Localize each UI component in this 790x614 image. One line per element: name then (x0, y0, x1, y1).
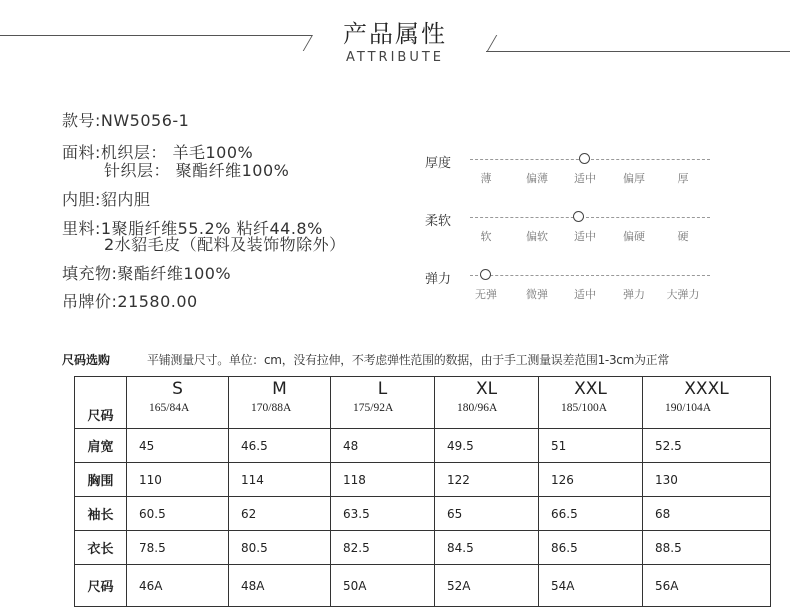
table-cell: 49.5 (435, 429, 539, 463)
size-code: 180/96A (457, 402, 498, 414)
size-table (74, 376, 771, 607)
scale-label: 硬 (677, 230, 689, 243)
table-cell: 66.5 (539, 497, 643, 531)
table-cell: 68 (643, 497, 771, 531)
scale-label: 适中 (574, 288, 596, 301)
size-guide-note: 平铺测量尺寸。单位：cm，没有拉伸，不考虑弹性范围的数据，由于手工测量误差范围1-3cm为正常 (147, 353, 670, 367)
size-label: XXL (574, 379, 607, 399)
scale-name: 弹力 (425, 272, 452, 287)
table-cell: 110 (127, 463, 229, 497)
size-label: S (172, 379, 183, 399)
table-cell: 118 (331, 463, 435, 497)
scale-label: 偏软 (526, 230, 548, 243)
filling: 填充物:聚酯纤维100% (62, 264, 232, 283)
scale-label: 大弹力 (666, 288, 700, 301)
scale-track (470, 159, 710, 160)
table-cell: 130 (643, 463, 771, 497)
size-header-cell (539, 377, 643, 429)
table-cell: 78.5 (127, 531, 229, 565)
size-table-wrapper (74, 376, 771, 607)
table-cell: 114 (229, 463, 331, 497)
scale-label: 软 (480, 230, 492, 243)
inner-lining: 内胆:貂内胆 (62, 190, 151, 209)
scale-label: 弹力 (623, 288, 645, 301)
scale-label: 偏薄 (526, 172, 548, 185)
scale-name: 厚度 (425, 156, 452, 171)
table-row (75, 429, 771, 463)
fabric-line-1: 面料:机织层： 羊毛100% (62, 143, 254, 162)
section-title: 产品属性 (343, 20, 447, 48)
scale-label: 偏厚 (623, 172, 645, 185)
table-cell: 46A (127, 565, 229, 607)
size-label: M (272, 379, 287, 399)
table-row (75, 497, 771, 531)
table-cell: 60.5 (127, 497, 229, 531)
size-code: 165/84A (149, 402, 190, 414)
table-cell: 56A (643, 565, 771, 607)
scale-label: 适中 (574, 172, 596, 185)
table-cell: 45 (127, 429, 229, 463)
fabric-line-2: 针织层： 聚酯纤维100% (104, 161, 290, 180)
scale-indicator-dot (480, 269, 491, 280)
table-cell: 82.5 (331, 531, 435, 565)
size-label: XXXL (684, 379, 729, 399)
scale-label: 无弹 (475, 288, 497, 301)
scale-label: 厚 (677, 172, 689, 185)
style-number: 款号:NW5056-1 (62, 111, 190, 130)
size-header-cell (331, 377, 435, 429)
size-code: 190/104A (665, 402, 711, 414)
table-row (75, 565, 771, 607)
table-cell: 63.5 (331, 497, 435, 531)
row-label: 尺码 (75, 565, 127, 607)
table-cell: 51 (539, 429, 643, 463)
table-cell: 88.5 (643, 531, 771, 565)
table-cell: 84.5 (435, 531, 539, 565)
table-cell: 48 (331, 429, 435, 463)
table-cell: 86.5 (539, 531, 643, 565)
scale-indicator-dot (573, 211, 584, 222)
size-label: L (377, 379, 388, 399)
size-code: 170/88A (251, 402, 292, 414)
table-cell: 126 (539, 463, 643, 497)
table-cell: 54A (539, 565, 643, 607)
scale-name: 柔软 (425, 214, 452, 229)
size-header-cell (435, 377, 539, 429)
table-cell: 52A (435, 565, 539, 607)
table-cell: 50A (331, 565, 435, 607)
size-header-cell (127, 377, 229, 429)
table-cell: 122 (435, 463, 539, 497)
section-subtitle: ATTRIBUTE (346, 50, 444, 65)
scale-track (470, 217, 710, 218)
size-label: XL (475, 379, 498, 399)
row-label: 肩宽 (75, 429, 127, 463)
table-cell: 80.5 (229, 531, 331, 565)
row-label: 袖长 (75, 497, 127, 531)
table-row (75, 463, 771, 497)
table-cell: 46.5 (229, 429, 331, 463)
size-code: 185/100A (561, 402, 607, 414)
scale-indicator-dot (579, 153, 590, 164)
lining-line-1: 里料:1聚脂纤维55.2% 粘纤44.8% (62, 219, 323, 238)
table-cell: 65 (435, 497, 539, 531)
size-code: 175/92A (353, 402, 394, 414)
scale-label: 偏硬 (623, 230, 645, 243)
size-guide-title: 尺码选购 (62, 353, 111, 367)
table-cell: 48A (229, 565, 331, 607)
scale-label: 薄 (480, 172, 492, 185)
scale-label: 适中 (574, 230, 596, 243)
size-header-cell (643, 377, 771, 429)
table-cell: 52.5 (643, 429, 771, 463)
scale-label: 微弹 (526, 288, 548, 301)
lining-line-2: 2水貂毛皮（配料及装饰物除外） (104, 235, 346, 254)
tag-price: 吊牌价:21580.00 (62, 292, 198, 311)
row-label: 衣长 (75, 531, 127, 565)
row-label: 胸围 (75, 463, 127, 497)
table-cell: 62 (229, 497, 331, 531)
table-header-row (75, 377, 771, 429)
table-row (75, 531, 771, 565)
row-label: 尺码 (75, 377, 127, 429)
size-header-cell (229, 377, 331, 429)
scale-track (470, 275, 710, 276)
